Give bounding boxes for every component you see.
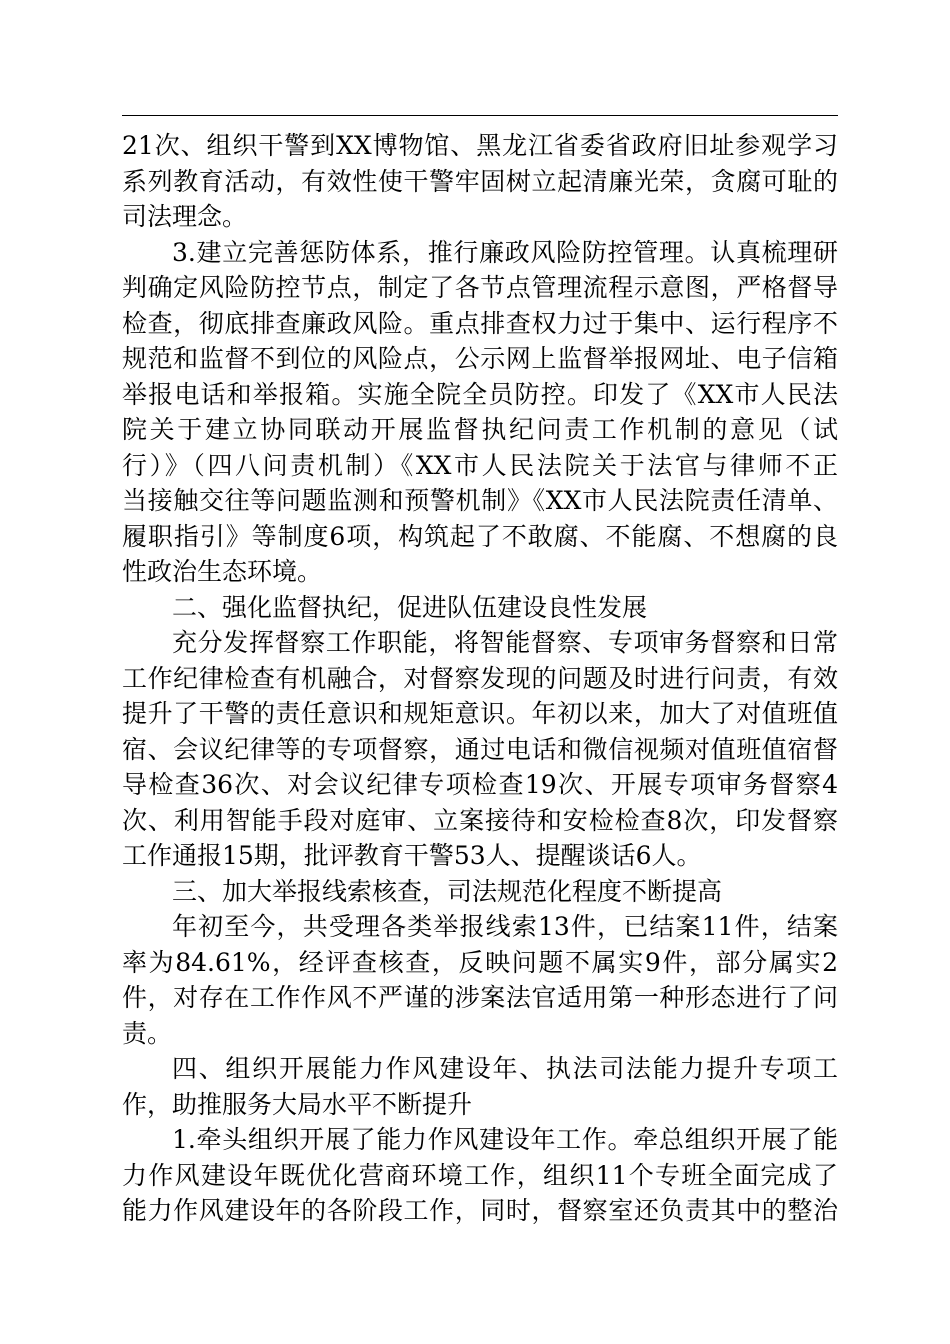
text-line: 工作纪律检查有机融合，对督察发现的问题及时进行问责，有效 xyxy=(122,663,838,693)
text-line: 工作通报15期，批评教育干警53人、提醒谈话6人。 xyxy=(122,841,702,870)
text-line: 性政治生态环境。 xyxy=(122,557,323,586)
document-body xyxy=(122,128,838,1229)
text-line: 能力作风建设年的各阶段工作，同时，督察室还负责其中的整治 xyxy=(122,1196,838,1225)
section-heading: 三、加大举报线索核查，司法规范化程度不断提高 xyxy=(172,876,723,906)
text-line: 导检查36次、对会议纪律专项检查19次、开展专项审务督察4 xyxy=(122,770,838,799)
text-line: 司法理念。 xyxy=(122,202,248,231)
text-line: 年初至今，共受理各类举报线索13件，已结案11件，结案 xyxy=(172,912,838,941)
document-page xyxy=(122,0,838,1344)
section-heading: 作，助推服务大局水平不断提升 xyxy=(122,1089,473,1119)
text-line: 次、利用智能手段对庭审、立案接待和安检检查8次，印发督察 xyxy=(122,805,838,835)
text-line: 力作风建设年既优化营商环境工作，组织11个专班全面完成了 xyxy=(122,1160,838,1190)
section-heading: 四、组织开展能力作风建设年、执法司法能力提升专项工 xyxy=(172,1054,838,1083)
text-line: 充分发挥督察工作职能，将智能督察、专项审务督察和日常 xyxy=(172,628,838,657)
text-line: 系列教育活动，有效性使干警牢固树立起清廉光荣，贪腐可耻的 xyxy=(122,166,838,196)
text-line: 规范和监督不到位的风险点，公示网上监督举报网址、电子信箱 xyxy=(122,344,838,373)
text-line: 责。 xyxy=(122,1018,173,1048)
text-line: 判确定风险防控节点，制定了各节点管理流程示意图，严格督导 xyxy=(122,273,838,302)
text-line: 举报电话和举报箱。实施全院全员防控。印发了《XX市人民法 xyxy=(122,379,838,409)
text-line: 率为84.61%，经评查核查，反映问题不属实9件，部分属实2 xyxy=(122,947,838,977)
text-line: 3.建立完善惩防体系，推行廉政风险防控管理。认真梳理研 xyxy=(172,237,838,267)
text-line: 21次、组织干警到XX博物馆、黑龙江省委省政府旧址参观学习 xyxy=(122,131,838,160)
text-line: 宿、会议纪律等的专项督察，通过电话和微信视频对值班值宿督 xyxy=(122,734,838,764)
header-rule xyxy=(122,115,838,116)
text-line: 履职指引》等制度6项，构筑起了不敢腐、不能腐、不想腐的良 xyxy=(122,521,838,551)
section-heading: 二、强化监督执纪，促进队伍建设良性发展 xyxy=(172,592,648,622)
text-line: 提升了干警的责任意识和规矩意识。年初以来，加大了对值班值 xyxy=(122,699,838,728)
text-line: 行）》（四八问责机制）《XX市人民法院关于法官与律师不正 xyxy=(122,450,838,480)
text-line: 当接触交往等问题监测和预警机制》《XX市人民法院责任清单、 xyxy=(122,486,838,515)
text-line: 检查，彻底排查廉政风险。重点排查权力过于集中、运行程序不 xyxy=(122,308,838,338)
text-line: 件，对存在工作作风不严谨的涉案法官适用第一种形态进行了问 xyxy=(122,983,838,1012)
text-line: 院关于建立协同联动开展监督执纪问责工作机制的意见（试 xyxy=(122,415,838,444)
text-line: 1.牵头组织开展了能力作风建设年工作。牵总组织开展了能 xyxy=(172,1125,838,1154)
